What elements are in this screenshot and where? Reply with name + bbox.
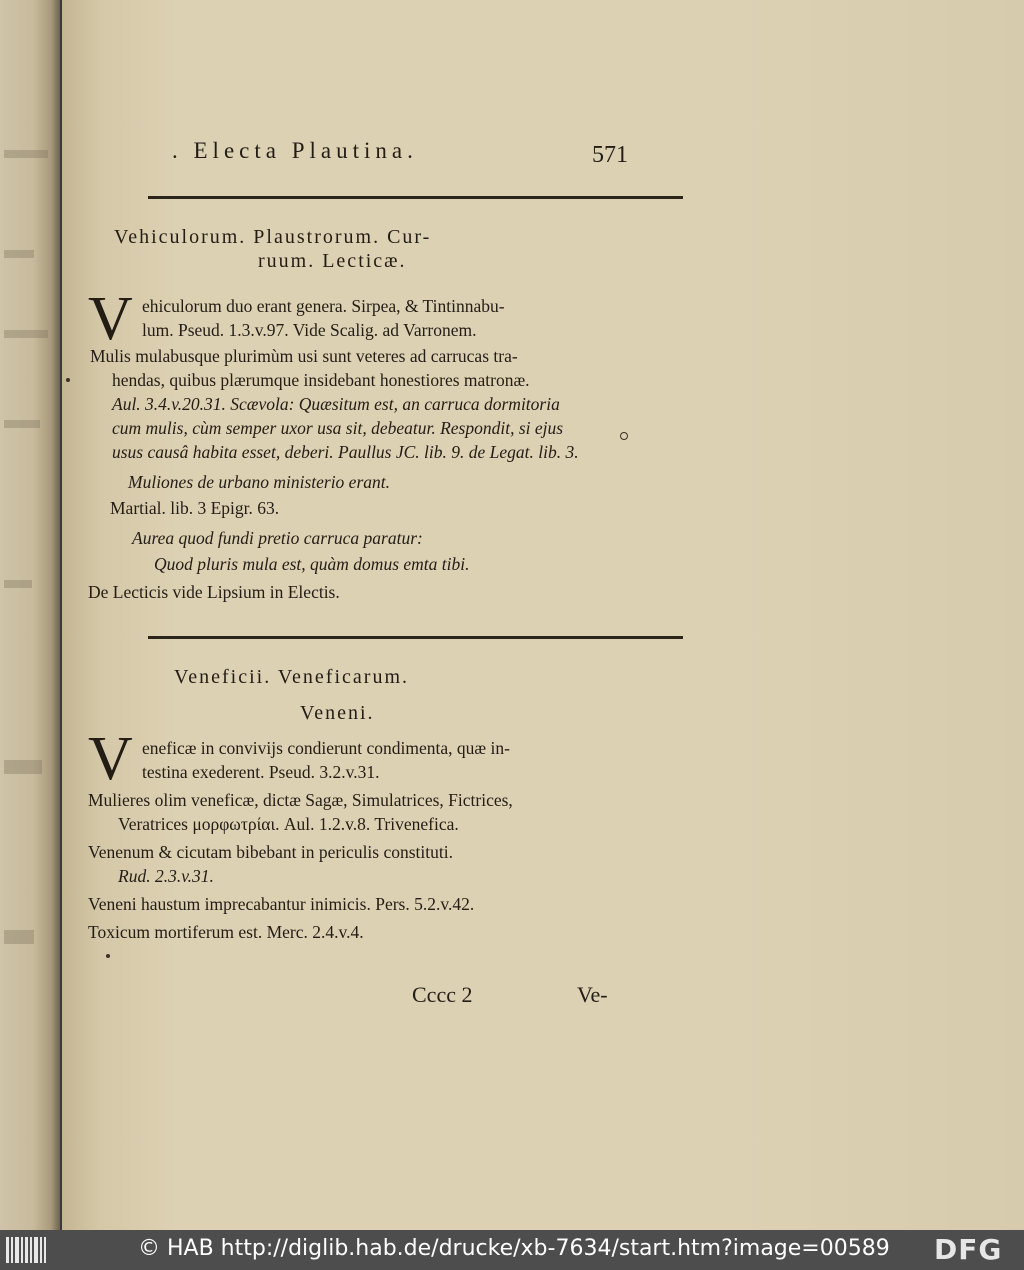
page-number: 571 bbox=[592, 142, 628, 168]
section-title-line: Veneni. bbox=[300, 702, 375, 724]
text-line: Veratrices μορφωτρίαι. Aul. 1.2.v.8. Triveneficа. bbox=[118, 814, 459, 834]
catchword: Ve- bbox=[577, 982, 608, 1007]
header-rule bbox=[148, 196, 683, 199]
verse-line: Aurea quod fundi pretio carruca paratur: bbox=[132, 528, 423, 548]
text-line: testina exederent. Pseud. 3.2.v.31. bbox=[142, 762, 380, 782]
text-line: Venenum & cicutam bibebant in periculis constituti. bbox=[88, 842, 453, 862]
text-line: ehiculorum duo erant genera. Sirpea, & Tintinnabu- bbox=[142, 296, 505, 316]
section-title-line: ruum. Lecticæ. bbox=[258, 250, 407, 272]
section-title-line: Veneficii. Veneficarum. bbox=[174, 666, 409, 688]
text-line: usus causâ habita esset, deberi. Paullus JC. lib. 9. de Legat. lib. 3. bbox=[112, 442, 579, 462]
drop-initial: V bbox=[88, 285, 133, 353]
text-line: eneficæ in convivijs condierunt condimenta, quæ in- bbox=[142, 738, 510, 758]
viewer-footer bbox=[0, 1230, 1024, 1270]
text-line: Aul. 3.4.v.20.31. Scævola: Quæsitum est, an carruca dormitoria bbox=[112, 394, 560, 414]
text-line: Muliones de urbano ministerio erant. bbox=[128, 472, 390, 492]
text-line: hendas, quibus plærumque insidebant honestiores matronæ. bbox=[112, 370, 530, 390]
book-page bbox=[62, 0, 1024, 1230]
hab-barcode-icon bbox=[6, 1237, 46, 1263]
text-line: lum. Pseud. 1.3.v.97. Vide Scalig. ad Varronem. bbox=[142, 320, 477, 340]
text-line: De Lecticis vide Lipsium in Electis. bbox=[88, 582, 340, 602]
text-line: Mulieres olim veneficæ, dictæ Sagæ, Simulatrices, Fictrices, bbox=[88, 790, 513, 810]
copyright-link[interactable]: © HAB http://diglib.hab.de/drucke/xb-7634/start.htm?image=00589 bbox=[138, 1236, 890, 1261]
text-line: Toxicum mortiferum est. Merc. 2.4.v.4. bbox=[88, 922, 364, 942]
running-title: . Electa Plautina. bbox=[172, 138, 418, 163]
dfg-logo: DFG bbox=[934, 1233, 1003, 1266]
text-line: Veneni haustum imprecabantur inimicis. Pers. 5.2.v.42. bbox=[88, 894, 475, 914]
signature-mark: Cccc 2 bbox=[412, 982, 473, 1007]
verse-line: Quod pluris mula est, quàm domus emta tibi. bbox=[154, 554, 470, 574]
ink-spot bbox=[620, 432, 628, 440]
text-line: cum mulis, cùm semper uxor usa sit, debeatur. Respondit, si ejus bbox=[112, 418, 564, 438]
facing-page-edge bbox=[0, 0, 60, 1230]
text-line: Rud. 2.3.v.31. bbox=[118, 866, 214, 886]
section-title-line: Vehiculorum. Plaustrorum. Cur- bbox=[114, 226, 432, 248]
text-line: Mulis mulabusque plurimùm usi sunt veteres ad carrucas tra- bbox=[90, 346, 518, 366]
drop-initial: V bbox=[88, 725, 133, 793]
ink-spot bbox=[66, 378, 70, 382]
text-line: Martial. lib. 3 Epigr. 63. bbox=[110, 498, 280, 518]
section-rule bbox=[148, 636, 683, 639]
ink-spot bbox=[106, 954, 110, 958]
